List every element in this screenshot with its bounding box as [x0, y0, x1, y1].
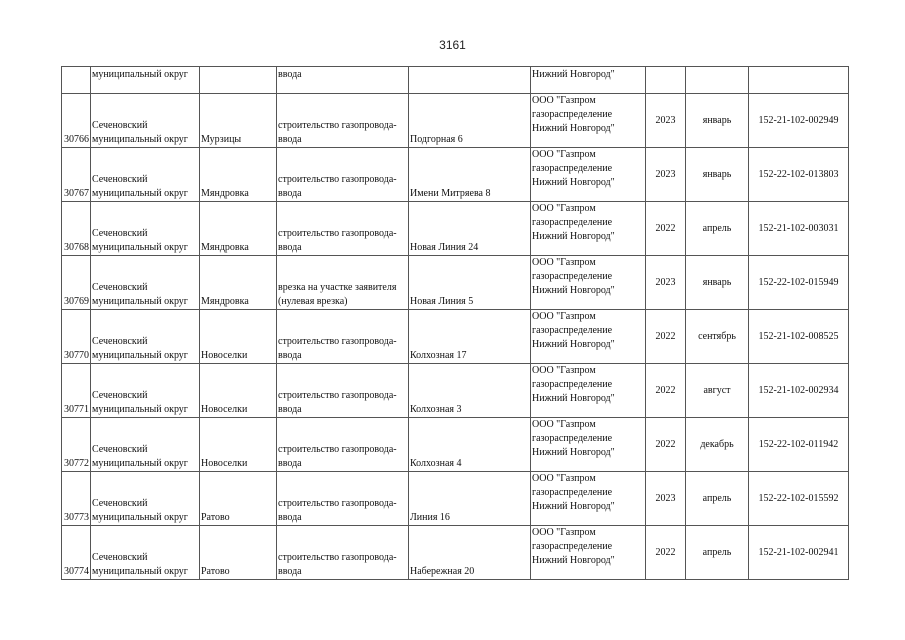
- work-type-line: строительство газопровода-: [278, 498, 397, 509]
- cell-settlement: Ратово: [200, 526, 277, 580]
- cell-work-type: [277, 202, 409, 256]
- cell-district: муниципальный округ: [91, 67, 200, 94]
- cell-year: 2023: [646, 148, 686, 202]
- organization-line: Нижний Новгород": [532, 555, 615, 566]
- cell-district: [91, 94, 200, 148]
- cell-number: 30774: [62, 526, 91, 580]
- cell-address: [409, 67, 531, 94]
- cell-settlement: Ратово: [200, 472, 277, 526]
- table-body: [62, 67, 849, 580]
- cell-work-type: [277, 418, 409, 472]
- cell-number: 30768: [62, 202, 91, 256]
- work-type-line: ввода: [278, 350, 302, 361]
- cell-district: [91, 202, 200, 256]
- cell-address: Колхозная 4: [409, 418, 531, 472]
- cell-code: 152-21-102-008525: [749, 310, 849, 364]
- cell-year: 2023: [646, 472, 686, 526]
- district-line: Сеченовский: [92, 120, 148, 131]
- work-type-line: строительство газопровода-: [278, 552, 397, 563]
- table-row-continuation: [62, 67, 849, 94]
- cell-district: [91, 418, 200, 472]
- cell-month: декабрь: [686, 418, 749, 472]
- work-type-line: ввода: [278, 458, 302, 469]
- cell-organization: [531, 256, 646, 310]
- table-row: [62, 526, 849, 580]
- table-row: [62, 418, 849, 472]
- organization-line: газораспределение: [532, 433, 613, 444]
- cell-address: Набережная 20: [409, 526, 531, 580]
- cell-code: 152-21-102-002941: [749, 526, 849, 580]
- organization-line: ООО "Газпром: [532, 257, 596, 268]
- work-type-line: ввода: [278, 134, 302, 145]
- organization-line: газораспределение: [532, 487, 613, 498]
- cell-settlement: Мяндровка: [200, 256, 277, 310]
- table-row: [62, 94, 849, 148]
- organization-line: ООО "Газпром: [532, 311, 596, 322]
- organization-line: Нижний Новгород": [532, 447, 615, 458]
- table-row: [62, 148, 849, 202]
- cell-month: август: [686, 364, 749, 418]
- cell-address: Новая Линия 24: [409, 202, 531, 256]
- organization-line: ООО "Газпром: [532, 149, 596, 160]
- cell-address: Колхозная 17: [409, 310, 531, 364]
- organization-line: ООО "Газпром: [532, 95, 596, 106]
- district-line: Сеченовский: [92, 174, 148, 185]
- cell-work-type: [277, 472, 409, 526]
- cell-settlement: Мяндровка: [200, 202, 277, 256]
- cell-settlement: Новоселки: [200, 364, 277, 418]
- table-row: [62, 364, 849, 418]
- district-line: Сеченовский: [92, 444, 148, 455]
- district-line: муниципальный округ: [92, 242, 188, 253]
- cell-month: январь: [686, 148, 749, 202]
- cell-settlement: Мурзицы: [200, 94, 277, 148]
- gas-connection-table: [61, 66, 849, 580]
- district-line: муниципальный округ: [92, 458, 188, 469]
- cell-district: [91, 148, 200, 202]
- district-line: муниципальный округ: [92, 404, 188, 415]
- cell-work-type: [277, 364, 409, 418]
- work-type-line: врезка на участке заявителя: [278, 282, 397, 293]
- cell-number: 30767: [62, 148, 91, 202]
- cell-number: 30771: [62, 364, 91, 418]
- cell-district: [91, 256, 200, 310]
- cell-settlement: Новоселки: [200, 418, 277, 472]
- cell-year: 2022: [646, 202, 686, 256]
- district-line: муниципальный округ: [92, 350, 188, 361]
- work-type-line: строительство газопровода-: [278, 444, 397, 455]
- cell-number: 30773: [62, 472, 91, 526]
- organization-line: ООО "Газпром: [532, 419, 596, 430]
- cell-work-type: ввода: [277, 67, 409, 94]
- cell-code: 152-22-102-013803: [749, 148, 849, 202]
- cell-organization: [531, 202, 646, 256]
- district-line: Сеченовский: [92, 552, 148, 563]
- cell-month: апрель: [686, 472, 749, 526]
- organization-line: ООО "Газпром: [532, 365, 596, 376]
- cell-month: январь: [686, 256, 749, 310]
- cell-organization: [531, 472, 646, 526]
- work-type-line: ввода: [278, 512, 302, 523]
- cell-district: [91, 526, 200, 580]
- work-type-line: (нулевая врезка): [278, 296, 348, 307]
- organization-line: Нижний Новгород": [532, 339, 615, 350]
- cell-number: [62, 67, 91, 94]
- organization-line: газораспределение: [532, 217, 613, 228]
- cell-organization: [531, 94, 646, 148]
- cell-month: январь: [686, 94, 749, 148]
- cell-month: апрель: [686, 202, 749, 256]
- cell-address: Линия 16: [409, 472, 531, 526]
- cell-month: [686, 67, 749, 94]
- cell-code: 152-21-102-003031: [749, 202, 849, 256]
- organization-line: Нижний Новгород": [532, 177, 615, 188]
- page-number: 3161: [439, 38, 466, 52]
- cell-year: 2023: [646, 256, 686, 310]
- district-line: Сеченовский: [92, 498, 148, 509]
- district-line: муниципальный округ: [92, 134, 188, 145]
- cell-number: 30772: [62, 418, 91, 472]
- cell-organization: Нижний Новгород": [531, 67, 646, 94]
- cell-year: [646, 67, 686, 94]
- work-type-line: строительство газопровода-: [278, 228, 397, 239]
- cell-code: 152-21-102-002934: [749, 364, 849, 418]
- cell-code: [749, 67, 849, 94]
- district-line: муниципальный округ: [92, 296, 188, 307]
- table-row: [62, 310, 849, 364]
- organization-line: Нижний Новгород": [532, 285, 615, 296]
- district-line: Сеченовский: [92, 390, 148, 401]
- cell-year: 2022: [646, 364, 686, 418]
- cell-code: 152-22-102-015949: [749, 256, 849, 310]
- cell-number: 30770: [62, 310, 91, 364]
- organization-line: Нижний Новгород": [532, 393, 615, 404]
- organization-line: газораспределение: [532, 109, 613, 120]
- organization-line: Нижний Новгород": [532, 231, 615, 242]
- cell-code: 152-22-102-015592: [749, 472, 849, 526]
- work-type-line: ввода: [278, 404, 302, 415]
- work-type-line: строительство газопровода-: [278, 174, 397, 185]
- work-type-line: строительство газопровода-: [278, 336, 397, 347]
- organization-line: газораспределение: [532, 541, 613, 552]
- district-line: муниципальный округ: [92, 512, 188, 523]
- district-line: Сеченовский: [92, 336, 148, 347]
- cell-district: [91, 472, 200, 526]
- district-line: Сеченовский: [92, 282, 148, 293]
- table-row: [62, 472, 849, 526]
- organization-line: Нижний Новгород": [532, 501, 615, 512]
- cell-organization: [531, 526, 646, 580]
- cell-organization: [531, 364, 646, 418]
- work-type-line: ввода: [278, 566, 302, 577]
- table-row: [62, 202, 849, 256]
- cell-address: Имени Митряева 8: [409, 148, 531, 202]
- cell-year: 2022: [646, 418, 686, 472]
- work-type-line: ввода: [278, 242, 302, 253]
- cell-month: апрель: [686, 526, 749, 580]
- cell-code: 152-22-102-011942: [749, 418, 849, 472]
- cell-address: Подгорная 6: [409, 94, 531, 148]
- organization-line: газораспределение: [532, 271, 613, 282]
- cell-work-type: [277, 94, 409, 148]
- work-type-line: строительство газопровода-: [278, 390, 397, 401]
- cell-settlement: Новоселки: [200, 310, 277, 364]
- organization-line: газораспределение: [532, 379, 613, 390]
- district-line: муниципальный округ: [92, 566, 188, 577]
- cell-work-type: [277, 148, 409, 202]
- table-row: [62, 256, 849, 310]
- cell-number: 30769: [62, 256, 91, 310]
- cell-year: 2022: [646, 310, 686, 364]
- cell-organization: [531, 148, 646, 202]
- organization-line: ООО "Газпром: [532, 473, 596, 484]
- organization-line: ООО "Газпром: [532, 527, 596, 538]
- cell-district: [91, 310, 200, 364]
- district-line: Сеченовский: [92, 228, 148, 239]
- organization-line: газораспределение: [532, 325, 613, 336]
- cell-year: 2023: [646, 94, 686, 148]
- organization-line: ООО "Газпром: [532, 203, 596, 214]
- work-type-line: ввода: [278, 188, 302, 199]
- cell-settlement: Мяндровка: [200, 148, 277, 202]
- cell-address: Колхозная 3: [409, 364, 531, 418]
- cell-district: [91, 364, 200, 418]
- organization-line: газораспределение: [532, 163, 613, 174]
- organization-line: Нижний Новгород": [532, 123, 615, 134]
- cell-year: 2022: [646, 526, 686, 580]
- cell-number: 30766: [62, 94, 91, 148]
- work-type-line: строительство газопровода-: [278, 120, 397, 131]
- cell-work-type: [277, 310, 409, 364]
- cell-work-type: [277, 256, 409, 310]
- cell-work-type: [277, 526, 409, 580]
- district-line: муниципальный округ: [92, 188, 188, 199]
- cell-settlement: [200, 67, 277, 94]
- cell-organization: [531, 418, 646, 472]
- cell-month: сентябрь: [686, 310, 749, 364]
- cell-address: Новая Линия 5: [409, 256, 531, 310]
- cell-code: 152-21-102-002949: [749, 94, 849, 148]
- cell-organization: [531, 310, 646, 364]
